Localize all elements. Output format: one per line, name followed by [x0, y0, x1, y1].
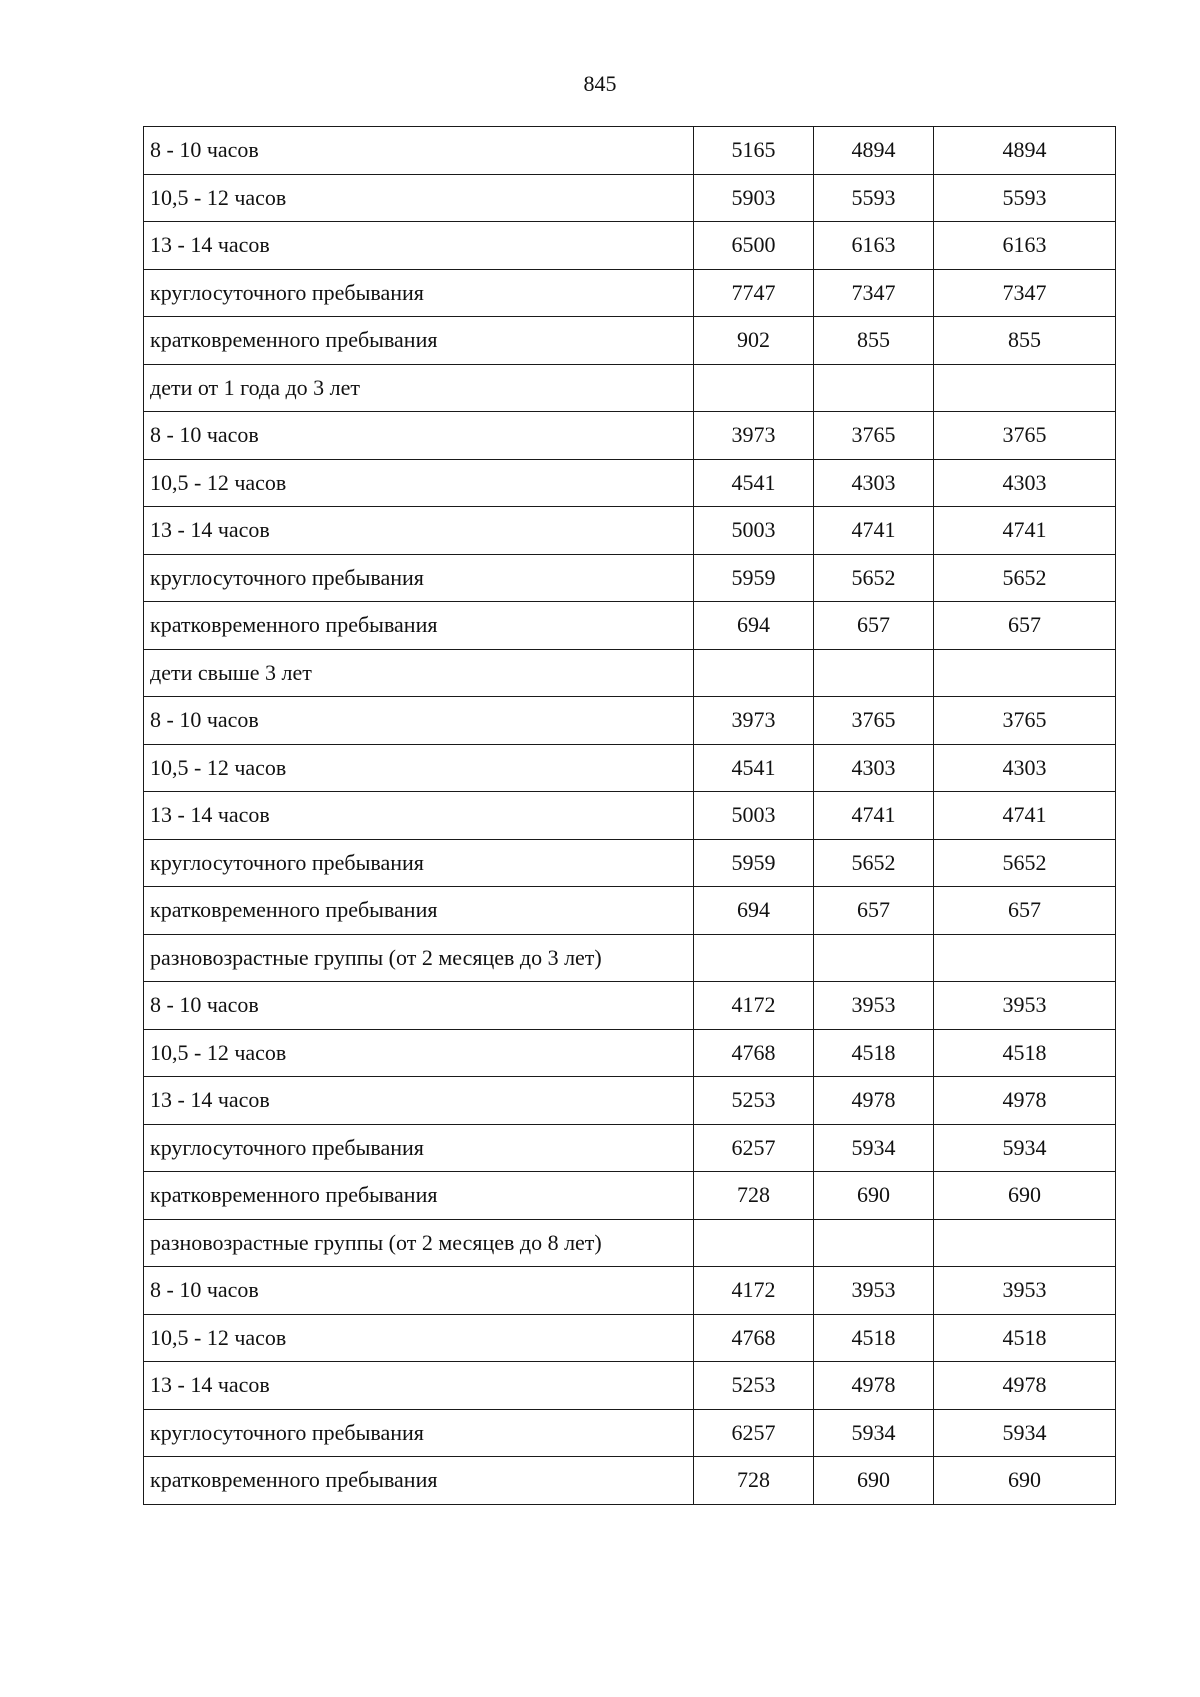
value-cell-3: 4741 — [934, 507, 1116, 555]
value-cell-3: 4978 — [934, 1362, 1116, 1410]
value-cell-1: 6257 — [694, 1409, 814, 1457]
row-label-cell: 8 - 10 часов — [144, 697, 694, 745]
table-row — [144, 982, 1116, 1030]
value-cell-2: 5652 — [814, 554, 934, 602]
table-row — [144, 839, 1116, 887]
table-row — [144, 1362, 1116, 1410]
table-row — [144, 1314, 1116, 1362]
value-cell-1: 902 — [694, 317, 814, 365]
value-cell-3: 4303 — [934, 459, 1116, 507]
value-cell-2: 3953 — [814, 1267, 934, 1315]
value-cell-1: 4172 — [694, 982, 814, 1030]
value-cell-3: 4894 — [934, 127, 1116, 175]
row-label-cell: кратковременного пребывания — [144, 1457, 694, 1505]
table-row — [144, 412, 1116, 460]
table-row — [144, 317, 1116, 365]
value-cell-2: 4518 — [814, 1314, 934, 1362]
value-cell-1: 728 — [694, 1172, 814, 1220]
value-cell-3: 5934 — [934, 1409, 1116, 1457]
table-row — [144, 1172, 1116, 1220]
row-label-cell: 10,5 - 12 часов — [144, 459, 694, 507]
row-label-cell: 8 - 10 часов — [144, 982, 694, 1030]
table-row — [144, 1409, 1116, 1457]
value-cell-1: 5959 — [694, 839, 814, 887]
value-cell-3 — [934, 649, 1116, 697]
row-label-cell: 10,5 - 12 часов — [144, 1029, 694, 1077]
value-cell-3: 5652 — [934, 554, 1116, 602]
value-cell-2: 690 — [814, 1457, 934, 1505]
table-row — [144, 222, 1116, 270]
value-cell-1: 4172 — [694, 1267, 814, 1315]
value-cell-3: 4518 — [934, 1029, 1116, 1077]
value-cell-2: 4978 — [814, 1362, 934, 1410]
row-label-cell: 8 - 10 часов — [144, 412, 694, 460]
table-row — [144, 697, 1116, 745]
value-cell-1: 6257 — [694, 1124, 814, 1172]
table-row — [144, 887, 1116, 935]
row-label-cell: 10,5 - 12 часов — [144, 1314, 694, 1362]
value-cell-1: 5003 — [694, 792, 814, 840]
row-label-cell: 10,5 - 12 часов — [144, 744, 694, 792]
value-cell-3 — [934, 364, 1116, 412]
value-cell-3: 657 — [934, 602, 1116, 650]
value-cell-2: 4741 — [814, 792, 934, 840]
value-cell-1: 728 — [694, 1457, 814, 1505]
row-label-cell: 13 - 14 часов — [144, 507, 694, 555]
value-cell-3: 5934 — [934, 1124, 1116, 1172]
value-cell-2 — [814, 364, 934, 412]
value-cell-2: 3765 — [814, 697, 934, 745]
table-row — [144, 649, 1116, 697]
row-label-cell: 8 - 10 часов — [144, 127, 694, 175]
value-cell-3: 3765 — [934, 412, 1116, 460]
table-row — [144, 602, 1116, 650]
value-cell-1: 5253 — [694, 1362, 814, 1410]
value-cell-2: 690 — [814, 1172, 934, 1220]
table-row — [144, 792, 1116, 840]
value-cell-1 — [694, 934, 814, 982]
value-cell-3: 4978 — [934, 1077, 1116, 1125]
value-cell-2: 657 — [814, 887, 934, 935]
value-cell-1: 694 — [694, 602, 814, 650]
value-cell-2: 3765 — [814, 412, 934, 460]
value-cell-2: 4978 — [814, 1077, 934, 1125]
table-row — [144, 507, 1116, 555]
value-cell-1 — [694, 649, 814, 697]
table-row — [144, 934, 1116, 982]
value-cell-3: 657 — [934, 887, 1116, 935]
value-cell-1: 6500 — [694, 222, 814, 270]
row-label-cell: разновозрастные группы (от 2 месяцев до 3 лет) — [144, 934, 694, 982]
value-cell-3: 3765 — [934, 697, 1116, 745]
row-label-cell: кратковременного пребывания — [144, 602, 694, 650]
value-cell-1: 4541 — [694, 744, 814, 792]
value-cell-2: 5593 — [814, 174, 934, 222]
row-label-cell: 8 - 10 часов — [144, 1267, 694, 1315]
page-number: 845 — [583, 71, 617, 96]
value-cell-3: 4741 — [934, 792, 1116, 840]
row-label-cell: 13 - 14 часов — [144, 792, 694, 840]
value-cell-3: 690 — [934, 1457, 1116, 1505]
row-label-cell: 13 - 14 часов — [144, 222, 694, 270]
row-label-cell: кратковременного пребывания — [144, 317, 694, 365]
value-cell-2: 6163 — [814, 222, 934, 270]
value-cell-2: 4894 — [814, 127, 934, 175]
row-label-cell: разновозрастные группы (от 2 месяцев до 8 лет) — [144, 1219, 694, 1267]
value-cell-1: 7747 — [694, 269, 814, 317]
value-cell-1 — [694, 364, 814, 412]
value-cell-3 — [934, 934, 1116, 982]
table-row — [144, 269, 1116, 317]
value-cell-1: 3973 — [694, 697, 814, 745]
row-label-cell: 13 - 14 часов — [144, 1362, 694, 1410]
value-cell-1 — [694, 1219, 814, 1267]
value-cell-3: 7347 — [934, 269, 1116, 317]
table-row — [144, 364, 1116, 412]
value-cell-2: 5652 — [814, 839, 934, 887]
row-label-cell: дети от 1 года до 3 лет — [144, 364, 694, 412]
table-row — [144, 1219, 1116, 1267]
table-row — [144, 459, 1116, 507]
tariff-table — [143, 126, 1116, 1505]
value-cell-2: 855 — [814, 317, 934, 365]
value-cell-2 — [814, 934, 934, 982]
row-label-cell: кратковременного пребывания — [144, 1172, 694, 1220]
row-label-cell: дети свыше 3 лет — [144, 649, 694, 697]
value-cell-3: 5593 — [934, 174, 1116, 222]
row-label-cell: круглосуточного пребывания — [144, 839, 694, 887]
row-label-cell: круглосуточного пребывания — [144, 269, 694, 317]
value-cell-3: 855 — [934, 317, 1116, 365]
table-row — [144, 744, 1116, 792]
value-cell-2: 4303 — [814, 459, 934, 507]
value-cell-2: 5934 — [814, 1124, 934, 1172]
value-cell-1: 4541 — [694, 459, 814, 507]
table-row — [144, 1077, 1116, 1125]
value-cell-3: 5652 — [934, 839, 1116, 887]
value-cell-2: 7347 — [814, 269, 934, 317]
table-row — [144, 174, 1116, 222]
value-cell-3: 3953 — [934, 982, 1116, 1030]
table-row — [144, 554, 1116, 602]
value-cell-2: 4303 — [814, 744, 934, 792]
value-cell-3: 6163 — [934, 222, 1116, 270]
value-cell-1: 4768 — [694, 1029, 814, 1077]
value-cell-2: 4741 — [814, 507, 934, 555]
row-label-cell: круглосуточного пребывания — [144, 1409, 694, 1457]
row-label-cell: кратковременного пребывания — [144, 887, 694, 935]
value-cell-2: 5934 — [814, 1409, 934, 1457]
row-label-cell: 13 - 14 часов — [144, 1077, 694, 1125]
value-cell-2: 657 — [814, 602, 934, 650]
table-row — [144, 1124, 1116, 1172]
value-cell-2: 4518 — [814, 1029, 934, 1077]
value-cell-1: 5253 — [694, 1077, 814, 1125]
table-row — [144, 127, 1116, 175]
value-cell-1: 5003 — [694, 507, 814, 555]
value-cell-2 — [814, 649, 934, 697]
value-cell-1: 5903 — [694, 174, 814, 222]
value-cell-2 — [814, 1219, 934, 1267]
value-cell-2: 3953 — [814, 982, 934, 1030]
tariff-table-body — [144, 127, 1116, 1505]
value-cell-3 — [934, 1219, 1116, 1267]
table-row — [144, 1029, 1116, 1077]
value-cell-1: 5165 — [694, 127, 814, 175]
row-label-cell: круглосуточного пребывания — [144, 1124, 694, 1172]
table-row — [144, 1267, 1116, 1315]
value-cell-3: 4518 — [934, 1314, 1116, 1362]
row-label-cell: 10,5 - 12 часов — [144, 174, 694, 222]
value-cell-1: 3973 — [694, 412, 814, 460]
value-cell-1: 4768 — [694, 1314, 814, 1362]
value-cell-1: 694 — [694, 887, 814, 935]
value-cell-3: 3953 — [934, 1267, 1116, 1315]
value-cell-3: 4303 — [934, 744, 1116, 792]
value-cell-1: 5959 — [694, 554, 814, 602]
table-row — [144, 1457, 1116, 1505]
value-cell-3: 690 — [934, 1172, 1116, 1220]
row-label-cell: круглосуточного пребывания — [144, 554, 694, 602]
